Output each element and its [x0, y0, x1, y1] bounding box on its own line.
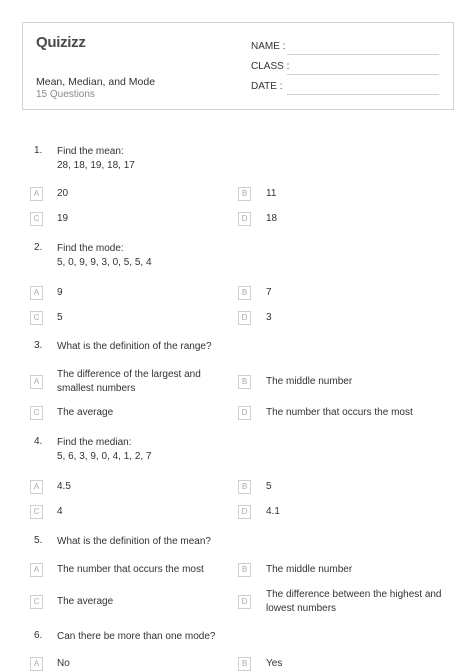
option-d-marker[interactable]: D [238, 595, 251, 609]
quizizz-logo: Quizizz [36, 34, 86, 51]
option-a-marker[interactable]: A [30, 480, 43, 494]
option-d-marker[interactable]: D [238, 406, 251, 420]
option-b-marker[interactable]: B [238, 657, 251, 671]
option-c-text: 4 [57, 506, 63, 517]
name-label: NAME : [251, 41, 286, 52]
option-d-text: The difference between the highest and [266, 589, 442, 600]
option-b-text: 11 [266, 188, 277, 199]
question-number: 1. [34, 145, 43, 156]
option-c-marker[interactable]: C [30, 505, 43, 519]
option-a-marker[interactable]: A [30, 375, 43, 389]
name-line [287, 54, 439, 55]
question-values: 5, 0, 9, 9, 3, 0, 5, 5, 4 [57, 257, 152, 268]
option-c-marker[interactable]: C [30, 212, 43, 226]
option-a-marker[interactable]: A [30, 657, 43, 671]
option-b-text: Yes [266, 658, 283, 669]
option-c-marker[interactable]: C [30, 311, 43, 325]
question-text: Find the mean: [57, 146, 124, 157]
option-a-marker[interactable]: A [30, 187, 43, 201]
option-b-marker[interactable]: B [238, 375, 251, 389]
class-line [287, 74, 439, 75]
option-b-text: 5 [266, 481, 272, 492]
option-b-text: The middle number [266, 564, 353, 575]
class-field[interactable] [251, 61, 439, 75]
date-field[interactable] [251, 81, 439, 95]
option-a-text: No [57, 658, 70, 669]
option-a-text: 20 [57, 188, 69, 199]
option-a-text: The difference of the largest and [57, 369, 201, 380]
option-d-text: The number that occurs the most [266, 407, 413, 418]
worksheet-title: Mean, Median, and Mode [36, 76, 156, 88]
worksheet-header [22, 22, 454, 110]
question-count: 15 Questions [36, 89, 95, 100]
option-a-marker[interactable]: A [30, 286, 43, 300]
question-text: Can there be more than one mode? [57, 631, 216, 642]
question-number: 5. [34, 535, 43, 546]
option-c-marker[interactable]: C [30, 406, 43, 420]
question-values: 28, 18, 19, 18, 17 [57, 160, 135, 171]
option-c-marker[interactable]: C [30, 595, 43, 609]
option-b-marker[interactable]: B [238, 187, 251, 201]
name-field[interactable] [251, 41, 439, 55]
option-a-text: 4.5 [57, 481, 71, 492]
date-label: DATE : [251, 81, 283, 92]
option-b-text: The middle number [266, 376, 353, 387]
date-line [287, 94, 439, 95]
option-a-text: The number that occurs the most [57, 564, 204, 575]
option-b-text: 7 [266, 287, 272, 298]
question-text: What is the definition of the range? [57, 341, 212, 352]
option-c-text: The average [57, 407, 114, 418]
option-c-text: 19 [57, 213, 69, 224]
question-text: Find the mode: [57, 243, 124, 254]
question-number: 3. [34, 340, 43, 351]
option-a-marker[interactable]: A [30, 563, 43, 577]
option-d-marker[interactable]: D [238, 212, 251, 226]
question-text: What is the definition of the mean? [57, 536, 211, 547]
option-d-text: 4.1 [266, 506, 280, 517]
option-b-marker[interactable]: B [238, 563, 251, 577]
option-d-marker[interactable]: D [238, 311, 251, 325]
question-number: 6. [34, 630, 43, 641]
option-c-text: The average [57, 596, 114, 607]
option-d-text-line2: lowest numbers [266, 603, 337, 614]
option-b-marker[interactable]: B [238, 286, 251, 300]
question-number: 4. [34, 436, 43, 447]
option-d-text: 3 [266, 312, 272, 323]
option-c-text: 5 [57, 312, 63, 323]
question-text: Find the median: [57, 437, 132, 448]
class-label: CLASS : [251, 61, 290, 72]
option-b-marker[interactable]: B [238, 480, 251, 494]
option-a-text-line2: smallest numbers [57, 383, 136, 394]
option-a-text: 9 [57, 287, 63, 298]
option-d-text: 18 [266, 213, 278, 224]
question-values: 5, 6, 3, 9, 0, 4, 1, 2, 7 [57, 451, 152, 462]
question-number: 2. [34, 242, 43, 253]
option-d-marker[interactable]: D [238, 505, 251, 519]
